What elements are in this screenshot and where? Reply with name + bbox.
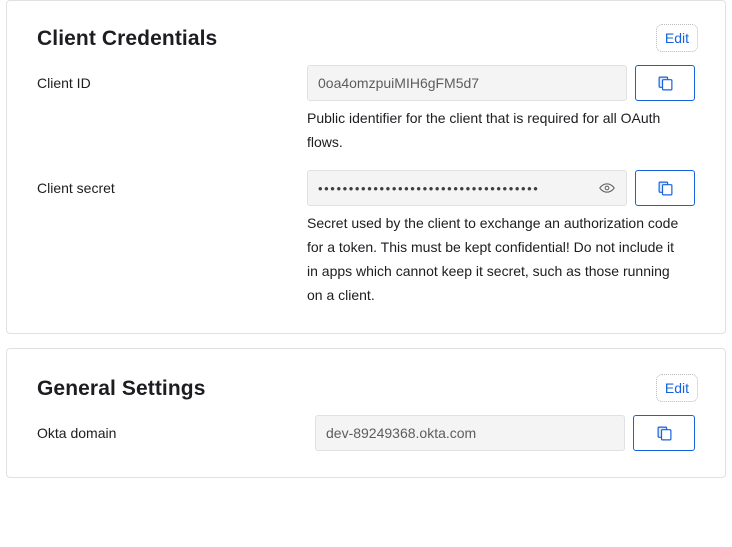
copy-icon	[656, 425, 673, 442]
client-id-help: Public identifier for the client that is required for all OAuth flows.	[307, 110, 661, 150]
copy-icon	[657, 75, 674, 92]
client-credentials-body	[7, 59, 725, 333]
client-secret-row	[37, 170, 695, 307]
client-credentials-header	[7, 1, 725, 59]
edit-general-settings-button[interactable]: Edit	[659, 377, 695, 399]
client-secret-input-group	[307, 170, 695, 206]
client-id-control	[307, 65, 695, 154]
okta-domain-row	[37, 415, 695, 451]
client-credentials-card	[6, 0, 726, 334]
copy-client-id-button[interactable]	[635, 65, 695, 101]
okta-domain-input-group	[315, 415, 695, 451]
client-secret-label: Client secret	[37, 180, 115, 196]
okta-domain-input[interactable]	[315, 415, 625, 451]
client-id-input-group	[307, 65, 695, 101]
okta-domain-control	[315, 415, 695, 451]
general-settings-card	[6, 348, 726, 478]
general-settings-header	[7, 349, 725, 409]
copy-client-secret-button[interactable]	[635, 170, 695, 206]
client-secret-input[interactable]	[307, 170, 627, 206]
client-id-row	[37, 65, 695, 154]
client-secret-value: ••••••••••••••••••••••••••••••••••••	[318, 180, 540, 196]
okta-domain-label: Okta domain	[37, 425, 117, 441]
copy-icon	[657, 180, 674, 197]
client-secret-help: Secret used by the client to exchange an authorization code for a token. This must be kept confidential! Do not include it in apps which cannot keep it secret, such as those running on a client.	[307, 215, 679, 303]
client-id-label: Client ID	[37, 75, 91, 91]
general-settings-body	[7, 409, 725, 477]
edit-client-credentials-button[interactable]: Edit	[659, 27, 695, 49]
copy-okta-domain-button[interactable]	[633, 415, 695, 451]
eye-icon[interactable]	[598, 179, 616, 197]
client-id-input[interactable]	[307, 65, 627, 101]
general-settings-title: General Settings	[37, 377, 206, 400]
client-secret-control	[307, 170, 695, 307]
page-title: Client Credentials	[37, 27, 218, 50]
client-id-value: 0oa4omzpuiMIH6gFM5d7	[318, 75, 480, 91]
okta-domain-value: dev-89249368.okta.com	[326, 425, 477, 441]
